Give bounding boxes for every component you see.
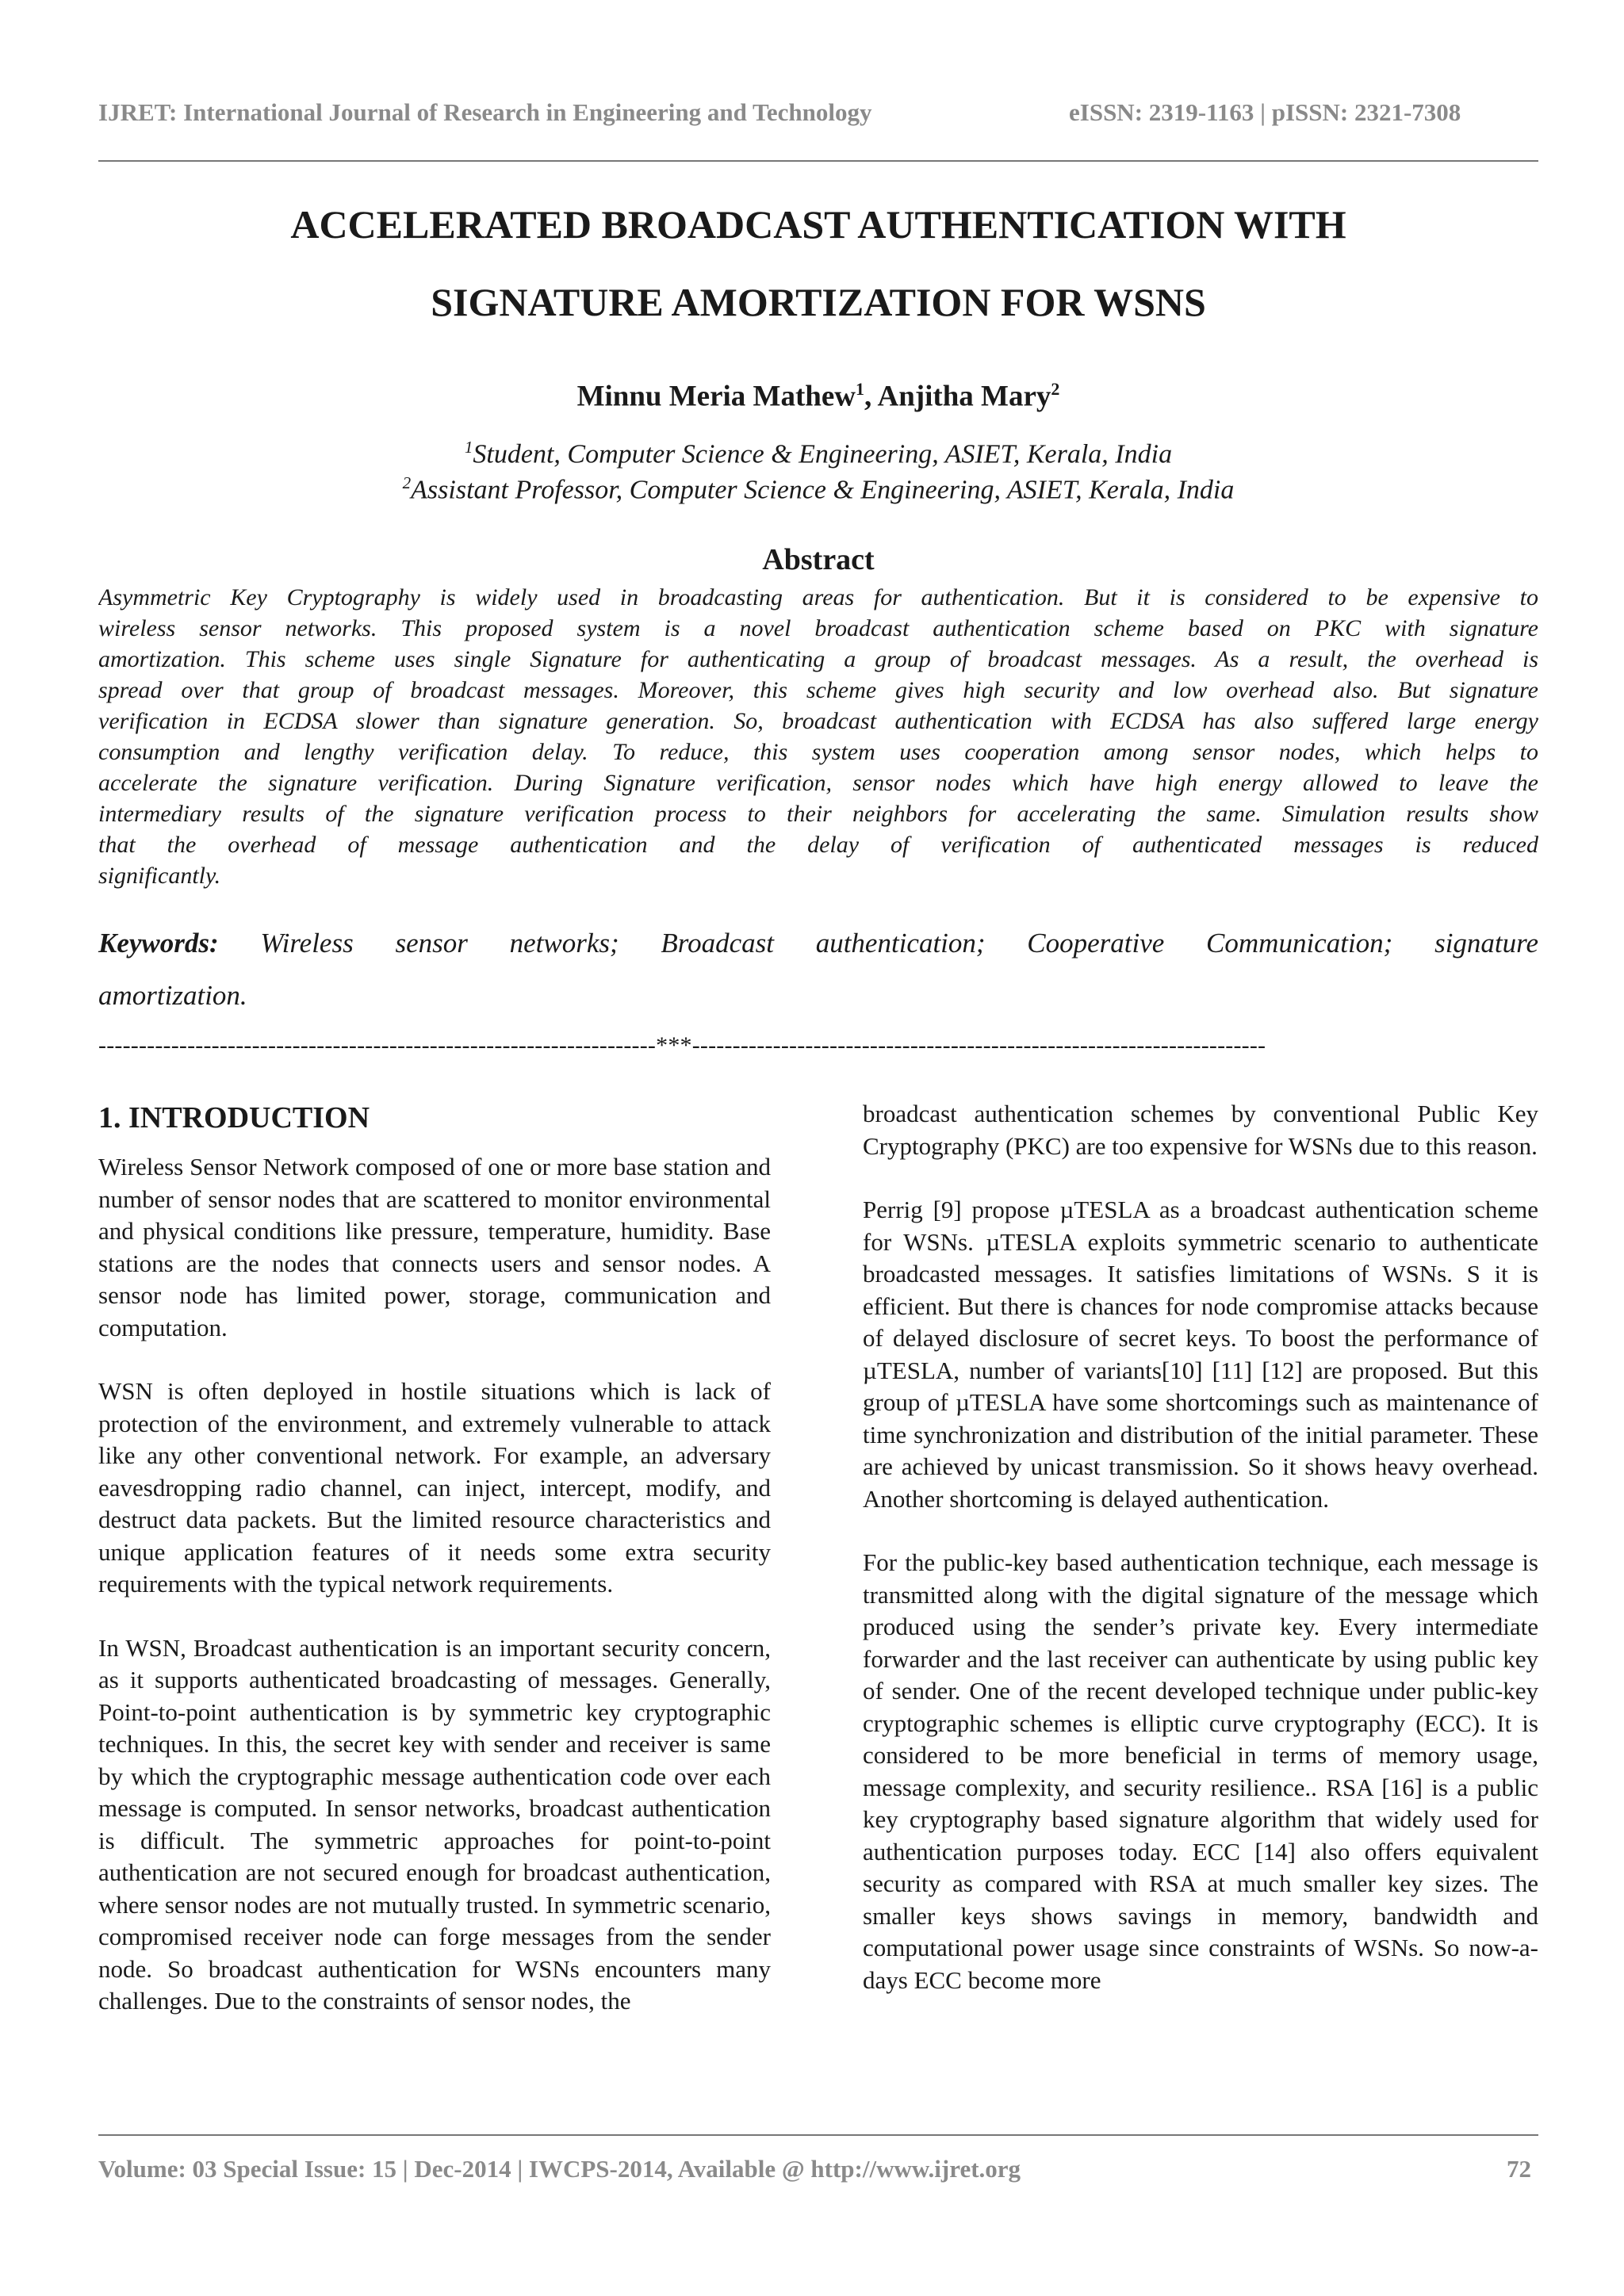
right-column [863,1098,1538,1996]
keywords-text: Wireless sensor networks; Broadcast authentication; Cooperative Communication; signature [260,928,1538,959]
affiliation-2-text: Assistant Professor, Computer Science & Engineering, ASIET, Kerala, India [411,475,1235,505]
abstract-line: spread over that group of broadcast messages. Moreover, this scheme gives high security and low overhead also. But signature [98,677,1538,703]
author-list [98,379,1538,413]
journal-header: IJRET: International Journal of Research in Engineering and Technology [98,98,872,126]
paragraph: broadcast authentication schemes by conventional Public Key Cryptography (PKC) are too expensive for WSNs due to this reason. [863,1100,1538,1160]
issn-header: eISSN: 2319-1163 | pISSN: 2321-7308 [1069,98,1461,126]
header-rule [98,160,1538,162]
paragraph: Wireless Sensor Network composed of one or more base station and number of sensor nodes that are scattered to monitor environmental and physical conditions like pressure, temperature, humidity. Base stations are the nodes that connects users and sensor nodes. A sensor node has limited power, storage, communication and computation. [98,1153,771,1341]
abstract-line: Asymmetric Key Cryptography is widely used in broadcasting areas for authentication. But it is considered to be expensive to [98,584,1538,610]
author-2-mark: 2 [1051,379,1060,399]
introduction-heading: 1. INTRODUCTION [98,1101,370,1135]
abstract-line: that the overhead of message authentication and the delay of verification of authenticated messages is reduced [98,832,1538,858]
keywords-line-1 [98,928,1538,959]
paragraph: WSN is often deployed in hostile situations which is lack of protection of the environment, and extremely vulnerable to attack like any other conventional network. For example, an adversary eavesdropping radio channel, can inject, intercept, modify, and destruct data packets. But the limited resource characteristics and unique application features of it needs some extra security requirements with the typical network requirements. [98,1377,771,1598]
affiliation-1-text: Student, Computer Science & Engineering, ASIET, Kerala, India [473,439,1173,469]
footer-info: Volume: 03 Special Issue: 15 | Dec-2014 | IWCPS-2014, Available @ http://www.ijret.org [98,2155,1021,2183]
affiliation-2-mark: 2 [402,473,412,492]
abstract-line: intermediary results of the signature verification process to their neighbors for accelerating the same. Simulation results show [98,801,1538,827]
section-separator: ---------------------------------------------------------------------***----------------------------------------------------------------------- [98,1032,1266,1058]
author-2-name: Anjitha Mary [877,380,1051,413]
footer-rule [98,2134,1538,2136]
author-1-mark: 1 [856,379,865,399]
keywords-label: Keywords: [98,928,219,959]
abstract-line: consumption and lengthy verification delay. To reduce, this system uses cooperation among sensor nodes, which helps to [98,739,1538,765]
paragraph: In WSN, Broadcast authentication is an important security concern, as it supports authenticated broadcasting of messages. Generally, Point-to-point authentication is by symmetric key cryptographic techniques. In this, the secret key with sender and receiver is same by which the cryptographic message authentication code over each message is computed. In sensor networks, broadcast authentication is difficult. The symmetric approaches for point-to-point authentication are not secured enough for broadcast authentication, where sensor nodes are not mutually trusted. In symmetric scenario, compromised receiver node can forge messages from the sender node. So broadcast authentication for WSNs encounters many challenges. Due to the constraints of sensor nodes, the [98,1633,771,2015]
author-1-name: Minnu Meria Mathew [576,380,856,413]
page-number: 72 [1507,2155,1531,2183]
paper-title-line-1: ACCELERATED BROADCAST AUTHENTICATION WITH [290,202,1346,247]
abstract-line: verification in ECDSA slower than signature generation. So, broadcast authentication with ECDSA has also suffered large energy [98,708,1538,734]
affiliation-1-mark: 1 [464,438,473,457]
left-column [98,1151,771,2018]
paper-title-line-2: SIGNATURE AMORTIZATION FOR WSNS [431,280,1206,324]
paragraph: For the public-key based authentication technique, each message is transmitted along with the digital signature of the message which produced using the sender’s private key. Every intermediate forwarder and the last receiver can authenticate by using public key of sender. One of the recent developed technique under public-key cryptographic schemes is elliptic curve cryptography (ECC). It is considered to be more beneficial in terms of memory usage, message complexity, and security resilience.. RSA [16] is a public key cryptography based signature algorithm that widely used for authentication purposes today. ECC [14] also offers equivalent security as compared with RSA at much smaller key sizes. The smaller keys shows savings in memory, bandwidth and computational power usage since constraints of WSNs. So now-a-days ECC become more [863,1548,1538,1994]
abstract-heading: Abstract [762,543,875,576]
abstract-line: accelerate the signature verification. During Signature verification, sensor nodes which have high energy allowed to leave the [98,770,1538,796]
author-separator: , [864,380,878,413]
affiliation-2 [98,473,1538,505]
abstract-line: significantly. [98,863,221,889]
paragraph: Perrig [9] propose µTESLA as a broadcast authentication scheme for WSNs. µTESLA exploits symmetric scenario to authenticate broadcasted messages. It satisfies limitations of WSNs. S it is efficient. But there is chances for node compromise attacks because of delayed disclosure of secret keys. To boost the performance of µTESLA, number of variants[10] [11] [12] are proposed. But this group of µTESLA have some shortcomings such as maintenance of time synchronization and distribution of the initial parameter. These are achieved by unicast transmission. So it shows heavy overhead. Another shortcoming is delayed authentication. [863,1196,1538,1513]
abstract-line: wireless sensor networks. This proposed system is a novel broadcast authentication scheme based on PKC with signature [98,615,1538,641]
abstract-line: amortization. This scheme uses single Signature for authenticating a group of broadcast messages. As a result, the overhead is [98,646,1538,672]
keywords-line-2: amortization. [98,980,247,1011]
affiliation-1 [98,438,1538,469]
